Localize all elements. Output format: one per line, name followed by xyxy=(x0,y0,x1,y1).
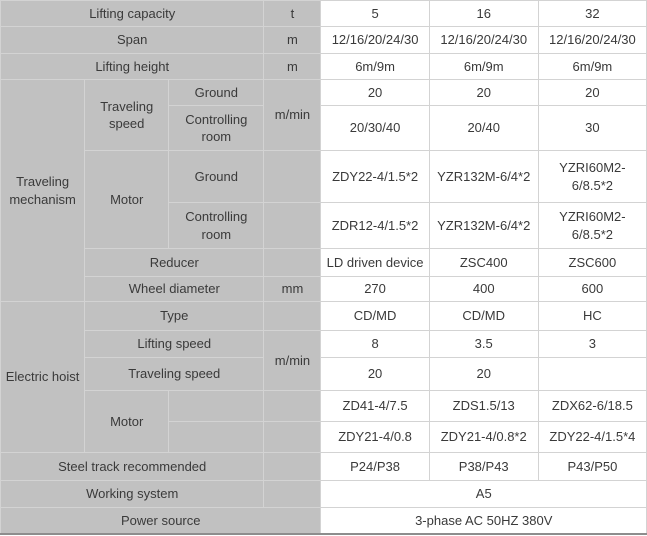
row-wheel-diameter xyxy=(1,277,647,302)
eh-motor-value: ZDY21-4/0.8*2 xyxy=(429,422,538,453)
tm-motor-controlling-room-unit-empty xyxy=(264,203,321,249)
tm-speed-controlling-room-value: 20/40 xyxy=(429,106,538,151)
tm-motor-controlling-room-value: YZR132M-6/4*2 xyxy=(429,203,538,249)
eh-lifting-speed-value: 8 xyxy=(321,331,429,358)
span-unit: m xyxy=(264,27,321,54)
lifting-capacity-label: Lifting capacity xyxy=(1,1,264,27)
tm-traveling-speed-label: Traveling speed xyxy=(85,80,169,151)
row-eh-lifting-speed xyxy=(1,331,647,358)
tm-speed-ground-value: 20 xyxy=(429,80,538,106)
row-eh-motor-1 xyxy=(1,391,647,422)
lifting-capacity-unit: t xyxy=(264,1,321,27)
steel-track-value: P38/P43 xyxy=(429,453,538,481)
lifting-capacity-value: 5 xyxy=(321,1,429,27)
power-source-label: Power source xyxy=(1,508,321,534)
row-eh-type xyxy=(1,302,647,331)
working-system-label: Working system xyxy=(1,481,264,508)
row-eh-traveling-speed xyxy=(1,358,647,391)
span-value: 12/16/20/24/30 xyxy=(538,27,646,54)
reducer-unit-empty xyxy=(264,249,321,277)
tm-motor-ground-label: Ground xyxy=(169,151,264,203)
tm-speed-controlling-room-value: 20/30/40 xyxy=(321,106,429,151)
tm-motor-ground-value: ZDY22-4/1.5*2 xyxy=(321,151,429,203)
steel-track-unit-empty xyxy=(264,453,321,481)
eh-motor-value: ZDS1.5/13 xyxy=(429,391,538,422)
span-value: 12/16/20/24/30 xyxy=(429,27,538,54)
eh-lifting-speed-label: Lifting speed xyxy=(85,331,264,358)
eh-motor-unit-empty xyxy=(264,422,321,453)
tm-motor-ground-value: YZRI60M2-6/8.5*2 xyxy=(538,151,646,203)
lifting-height-value: 6m/9m xyxy=(538,54,646,80)
eh-motor-sub-empty xyxy=(169,422,264,453)
wheel-diameter-label: Wheel diameter xyxy=(85,277,264,302)
eh-lifting-speed-value: 3.5 xyxy=(429,331,538,358)
span-value: 12/16/20/24/30 xyxy=(321,27,429,54)
eh-motor-label: Motor xyxy=(85,391,169,453)
span-label: Span xyxy=(1,27,264,54)
wheel-diameter-value: 600 xyxy=(538,277,646,302)
wheel-diameter-value: 400 xyxy=(429,277,538,302)
wheel-diameter-value: 270 xyxy=(321,277,429,302)
row-lifting-height xyxy=(1,54,647,80)
eh-motor-value: ZDX62-6/18.5 xyxy=(538,391,646,422)
row-tm-motor-ground xyxy=(1,151,647,203)
lifting-capacity-value: 16 xyxy=(429,1,538,27)
row-span xyxy=(1,27,647,54)
row-working-system xyxy=(1,481,647,508)
tm-motor-controlling-room-label: Controlling room xyxy=(169,203,264,249)
tm-speed-ground-value: 20 xyxy=(321,80,429,106)
eh-lifting-speed-value: 3 xyxy=(538,331,646,358)
eh-type-label: Type xyxy=(85,302,264,331)
row-reducer xyxy=(1,249,647,277)
steel-track-label: Steel track recommended xyxy=(1,453,264,481)
electric-hoist-label: Electric hoist xyxy=(1,302,85,453)
reducer-value: LD driven device xyxy=(321,249,429,277)
traveling-mechanism-label: Traveling mechanism xyxy=(1,80,85,302)
eh-motor-sub-empty xyxy=(169,391,264,422)
eh-motor-unit-empty xyxy=(264,391,321,422)
tm-speed-controlling-room-label: Controlling room xyxy=(169,106,264,151)
eh-motor-value: ZDY22-4/1.5*4 xyxy=(538,422,646,453)
tm-speed-ground-label: Ground xyxy=(169,80,264,106)
eh-traveling-speed-value: 20 xyxy=(321,358,429,391)
lifting-height-value: 6m/9m xyxy=(429,54,538,80)
tm-motor-controlling-room-value: YZRI60M2-6/8.5*2 xyxy=(538,203,646,249)
lifting-height-value: 6m/9m xyxy=(321,54,429,80)
tm-speed-controlling-room-value: 30 xyxy=(538,106,646,151)
eh-motor-value: ZDY21-4/0.8 xyxy=(321,422,429,453)
tm-motor-controlling-room-value: ZDR12-4/1.5*2 xyxy=(321,203,429,249)
row-steel-track xyxy=(1,453,647,481)
steel-track-value: P43/P50 xyxy=(538,453,646,481)
eh-traveling-speed-value-empty xyxy=(538,358,646,391)
row-tm-speed-ground xyxy=(1,80,647,106)
eh-traveling-speed-label: Traveling speed xyxy=(85,358,264,391)
eh-type-value: HC xyxy=(538,302,646,331)
working-system-unit-empty xyxy=(264,481,321,508)
tm-motor-label: Motor xyxy=(85,151,169,249)
eh-speed-unit: m/min xyxy=(264,331,321,391)
tm-speed-unit: m/min xyxy=(264,80,321,151)
row-power-source xyxy=(1,508,647,534)
working-system-value: A5 xyxy=(321,481,647,508)
wheel-diameter-unit: mm xyxy=(264,277,321,302)
eh-traveling-speed-value: 20 xyxy=(429,358,538,391)
reducer-value: ZSC600 xyxy=(538,249,646,277)
lifting-capacity-value: 32 xyxy=(538,1,646,27)
steel-track-value: P24/P38 xyxy=(321,453,429,481)
lifting-height-unit: m xyxy=(264,54,321,80)
eh-type-value: CD/MD xyxy=(429,302,538,331)
eh-type-unit-empty xyxy=(264,302,321,331)
row-lifting-capacity xyxy=(1,1,647,27)
eh-type-value: CD/MD xyxy=(321,302,429,331)
reducer-label: Reducer xyxy=(85,249,264,277)
tm-motor-ground-value: YZR132M-6/4*2 xyxy=(429,151,538,203)
power-source-value: 3-phase AC 50HZ 380V xyxy=(321,508,647,534)
reducer-value: ZSC400 xyxy=(429,249,538,277)
lifting-height-label: Lifting height xyxy=(1,54,264,80)
eh-motor-value: ZD41-4/7.5 xyxy=(321,391,429,422)
tm-motor-ground-unit-empty xyxy=(264,151,321,203)
tm-speed-ground-value: 20 xyxy=(538,80,646,106)
